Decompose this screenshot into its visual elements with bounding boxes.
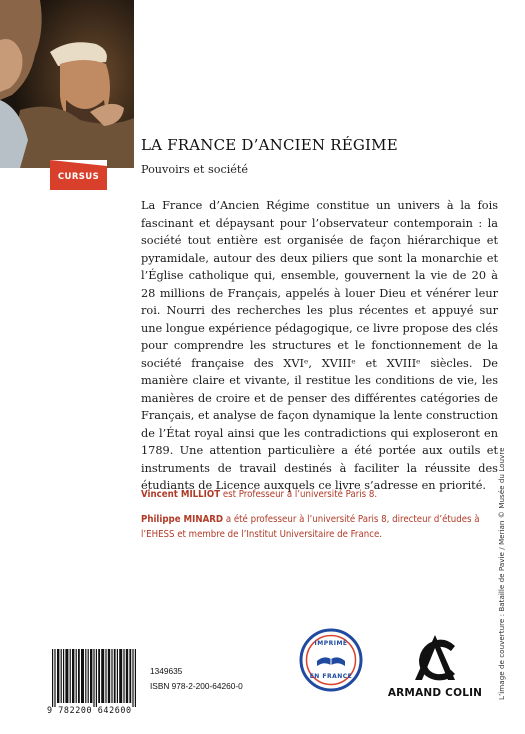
author-1-bio: est Professeur à l’université Paris 8. [222, 489, 378, 500]
isbn: ISBN 978-2-200-64260-0 [150, 681, 243, 691]
author-1 [141, 488, 501, 503]
author-2-name: Philippe MINARD [141, 514, 224, 525]
author-2-bio: a été professeur à l’université Paris 8, directeur d’études à l’EHESS et membre de l’Institut Universitaire de France. [141, 514, 480, 540]
barcode-icon [52, 649, 136, 707]
armand-colin-logo-icon [407, 630, 463, 686]
image-credit [493, 447, 513, 700]
series-badge [50, 160, 107, 190]
book-subtitle: Pouvoirs et société [141, 163, 249, 176]
image-credit-text: L’image de couverture : Bataille de Pavie / Merian © Musée du Louvre [497, 447, 506, 700]
product-code: 1349635 [150, 666, 183, 676]
author-2 [141, 513, 501, 542]
badge-top-text: IMPRIMÉ [314, 640, 348, 647]
printed-in-france-icon [299, 628, 363, 692]
author-1-name: Vincent MILLIOT [141, 489, 221, 500]
series-label: CURSUS [57, 171, 100, 182]
back-cover-blurb: La France d’Ancien Régime constitue un univers à la fois fascinant et dépaysant pour l’observateur contemporain : la société tout entière est organisée de façon hiérarchique et pyramidale, autour des deux piliers que sont la monarchie et l’Église catholique qui, ensemble, gouvernent la vie de 20 à 28 millions de Français, appelés à louer Dieu et vénérer leur roi. Nourri des recherches les plus récentes et appuyé sur une longue expérience pédagogique, ce livre propose des clés pour comprendre les structures et le fonctionnement de la société française des XVIᵉ, XVIIIᵉ et XVIIIᵉ siècles. De manière claire et vivante, il restitue les conditions de vie, les manières de croire et de penser des différentes catégories de Français, et analyse de façon dynamique la lente construction de l’État royal ainsi que les contradictions qui exploseront en 1789. Une attention particulière a été portée aux outils et instruments de travail destinés à faciliter la réussite des étudiants de Licence auxquels ce livre s’adresse en priorité. [141, 199, 498, 492]
book-title: LA FRANCE D’ANCIEN RÉGIME [141, 136, 398, 154]
cover-painting [0, 0, 134, 168]
badge-bottom-text: EN FRANCE [309, 673, 353, 680]
ean-digits: 9 782200 642600 [47, 705, 132, 715]
publisher-name: ARMAND COLIN [387, 687, 483, 699]
